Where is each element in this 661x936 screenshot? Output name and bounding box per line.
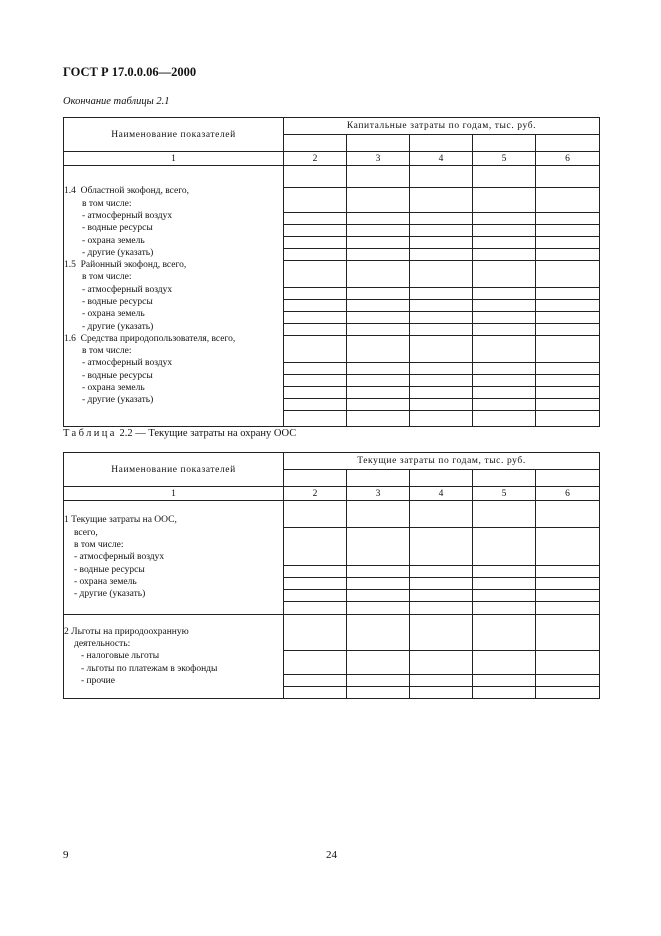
current-costs-table — [63, 452, 600, 699]
column-header-name: Наименование показателей — [64, 453, 284, 487]
row-label: - охрана земель — [82, 383, 145, 394]
row-label: - другие (указать) — [82, 395, 154, 406]
row-label: - атмосферный воздух — [82, 358, 173, 369]
row-current-costs: 1 Текущие затраты на ООС, — [64, 515, 177, 526]
column-header-capital-costs: Капитальные затраты по годам, тыс. руб. — [284, 118, 600, 135]
row-label: - налоговые льготы — [81, 651, 160, 662]
column-number-2: 2 — [284, 487, 347, 501]
column-number-6: 6 — [536, 487, 600, 501]
current-costs-names-cell — [64, 501, 284, 615]
row-label: - прочие — [81, 675, 115, 686]
row-label: - охрана земель — [82, 235, 145, 246]
row-district-ecofund: 1.5 Районный экофонд, всего, — [64, 260, 187, 271]
row-label: в том числе: — [82, 198, 132, 209]
table-2-2-caption: Таблица 2.2 — Текущие затраты на охрану ООС — [63, 428, 297, 439]
benefits-names-cell — [64, 615, 284, 699]
page-number: 24 — [326, 849, 337, 861]
document-designation: ГОСТ Р 17.0.0.06—2000 — [63, 65, 197, 79]
column-number-3: 3 — [347, 487, 410, 501]
row-label: - водные ресурсы — [82, 370, 153, 381]
capital-costs-table — [63, 117, 600, 427]
row-label: деятельность: — [74, 639, 131, 650]
row-label: в том числе: — [82, 272, 132, 283]
column-number-1: 1 — [64, 487, 284, 501]
row-label: - атмосферный воздух — [82, 284, 173, 295]
column-number-5: 5 — [473, 487, 536, 501]
column-header-current-costs: Текущие затраты по годам, тыс. руб. — [284, 453, 600, 470]
column-number-3: 3 — [347, 152, 410, 166]
row-label: - охрана земель — [82, 309, 145, 320]
row-label: - льготы по платежам в экофонды — [81, 663, 218, 674]
column-number-1: 1 — [64, 152, 284, 166]
row-user-funds: 1.6 Средства природопользователя, всего, — [64, 333, 236, 344]
row-label: в том числе: — [74, 540, 124, 551]
column-number-4: 4 — [410, 152, 473, 166]
row-label: - другие (указать) — [82, 321, 154, 332]
table-continuation-caption: Окончание таблицы 2.1 — [63, 96, 170, 107]
row-label: - атмосферный воздух — [82, 210, 173, 221]
row-label: в том числе: — [82, 346, 132, 357]
row-label: - другие (указать) — [82, 247, 154, 258]
column-number-6: 6 — [536, 152, 600, 166]
row-regional-ecofund: 1.4 Областной экофонд, всего, — [64, 186, 189, 197]
column-number-2: 2 — [284, 152, 347, 166]
column-number-5: 5 — [473, 152, 536, 166]
row-label: - водные ресурсы — [74, 564, 145, 575]
row-label: - водные ресурсы — [82, 223, 153, 234]
row-label: - атмосферный воздух — [74, 552, 165, 563]
column-header-name: Наименование показателей — [64, 118, 284, 152]
row-label: - охрана земель — [74, 576, 137, 587]
row-label: всего, — [74, 527, 98, 538]
footer-mark: 9 — [63, 849, 69, 861]
row-benefits: 2 Льготы на природоохранную — [64, 626, 189, 637]
column-number-4: 4 — [410, 487, 473, 501]
row-label: - водные ресурсы — [82, 297, 153, 307]
row-label: - другие (указать) — [74, 589, 146, 600]
indicator-names-cell — [64, 166, 284, 427]
